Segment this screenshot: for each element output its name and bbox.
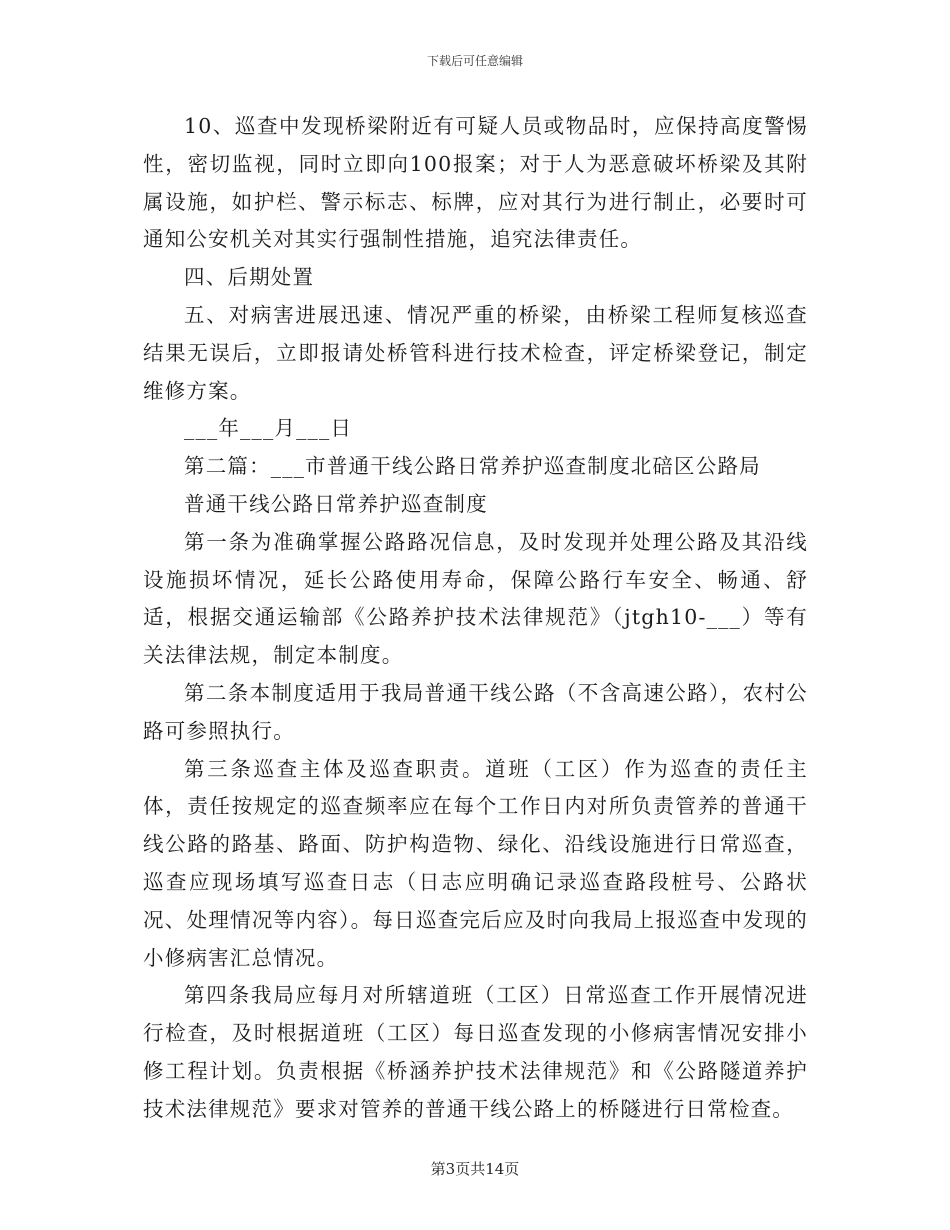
date-line: ___年___月___日 [184,416,353,441]
page-number: 第3页共14页 [430,1160,520,1178]
article-1: 第一条为准确掌握公路路况信息，及时发现并处理公路及其沿线设施损坏情况，延长公路使用寿命，保障公路行车安全、畅通、舒适，根据交通运输部《公路养护技术法律规范》（jtgh10-___）等有关法律法规，制定本制度。 [143,529,808,668]
document-body [143,108,808,1129]
page-header: 下载后可任意编辑 [426,54,523,68]
article-2: 第二条本制度适用于我局普通干线公路（不含高速公路），农村公路可参照执行。 [143,680,808,743]
paragraph-item-5: 五、对病害进展迅速、情况严重的桥梁，由桥梁工程师复核巡查结果无误后，立即报请处桥管科进行技术检查，评定桥梁登记，制定维修方案。 [143,302,808,403]
document-title: 普通干线公路日常养护巡查制度 [184,491,488,516]
article-3: 第三条巡查主体及巡查职责。道班（工区）作为巡查的责任主体，责任按规定的巡查频率应在每个工作日内对所负责管养的普通干线公路的路基、路面、防护构造物、绿化、沿线设施进行日常巡查，巡查应现场填写巡查日志（日志应明确记录巡查路段桩号、公路状况、处理情况等内容）。每日巡查完后应及时向我局上报巡查中发现的小修病害汇总情况。 [143,756,808,970]
section-heading-later-disposal: 四、后期处置 [184,265,315,290]
article-4: 第四条我局应每月对所辖道班（工区）日常巡查工作开展情况进行检查，及时根据道班（工区）每日巡查发现的小修病害情况安排小修工程计划。负责根据《桥涵养护技术法律规范》和《公路隧道养护技术法律规范》要求对管养的普通干线公路上的桥隧进行日常检查。 [143,983,808,1121]
paragraph-item-10: 10、巡查中发现桥梁附近有可疑人员或物品时，应保持高度警惕性，密切监视，同时立即向100报案；对于人为恶意破坏桥梁及其附属设施，如护栏、警示标志、标牌，应对其行为进行制止，必要时可通知公安机关对其实行强制性措施，追究法律责任。 [143,114,808,252]
chapter-title: 第二篇：___市普通干线公路日常养护巡查制度北碚区公路局 [184,454,761,479]
